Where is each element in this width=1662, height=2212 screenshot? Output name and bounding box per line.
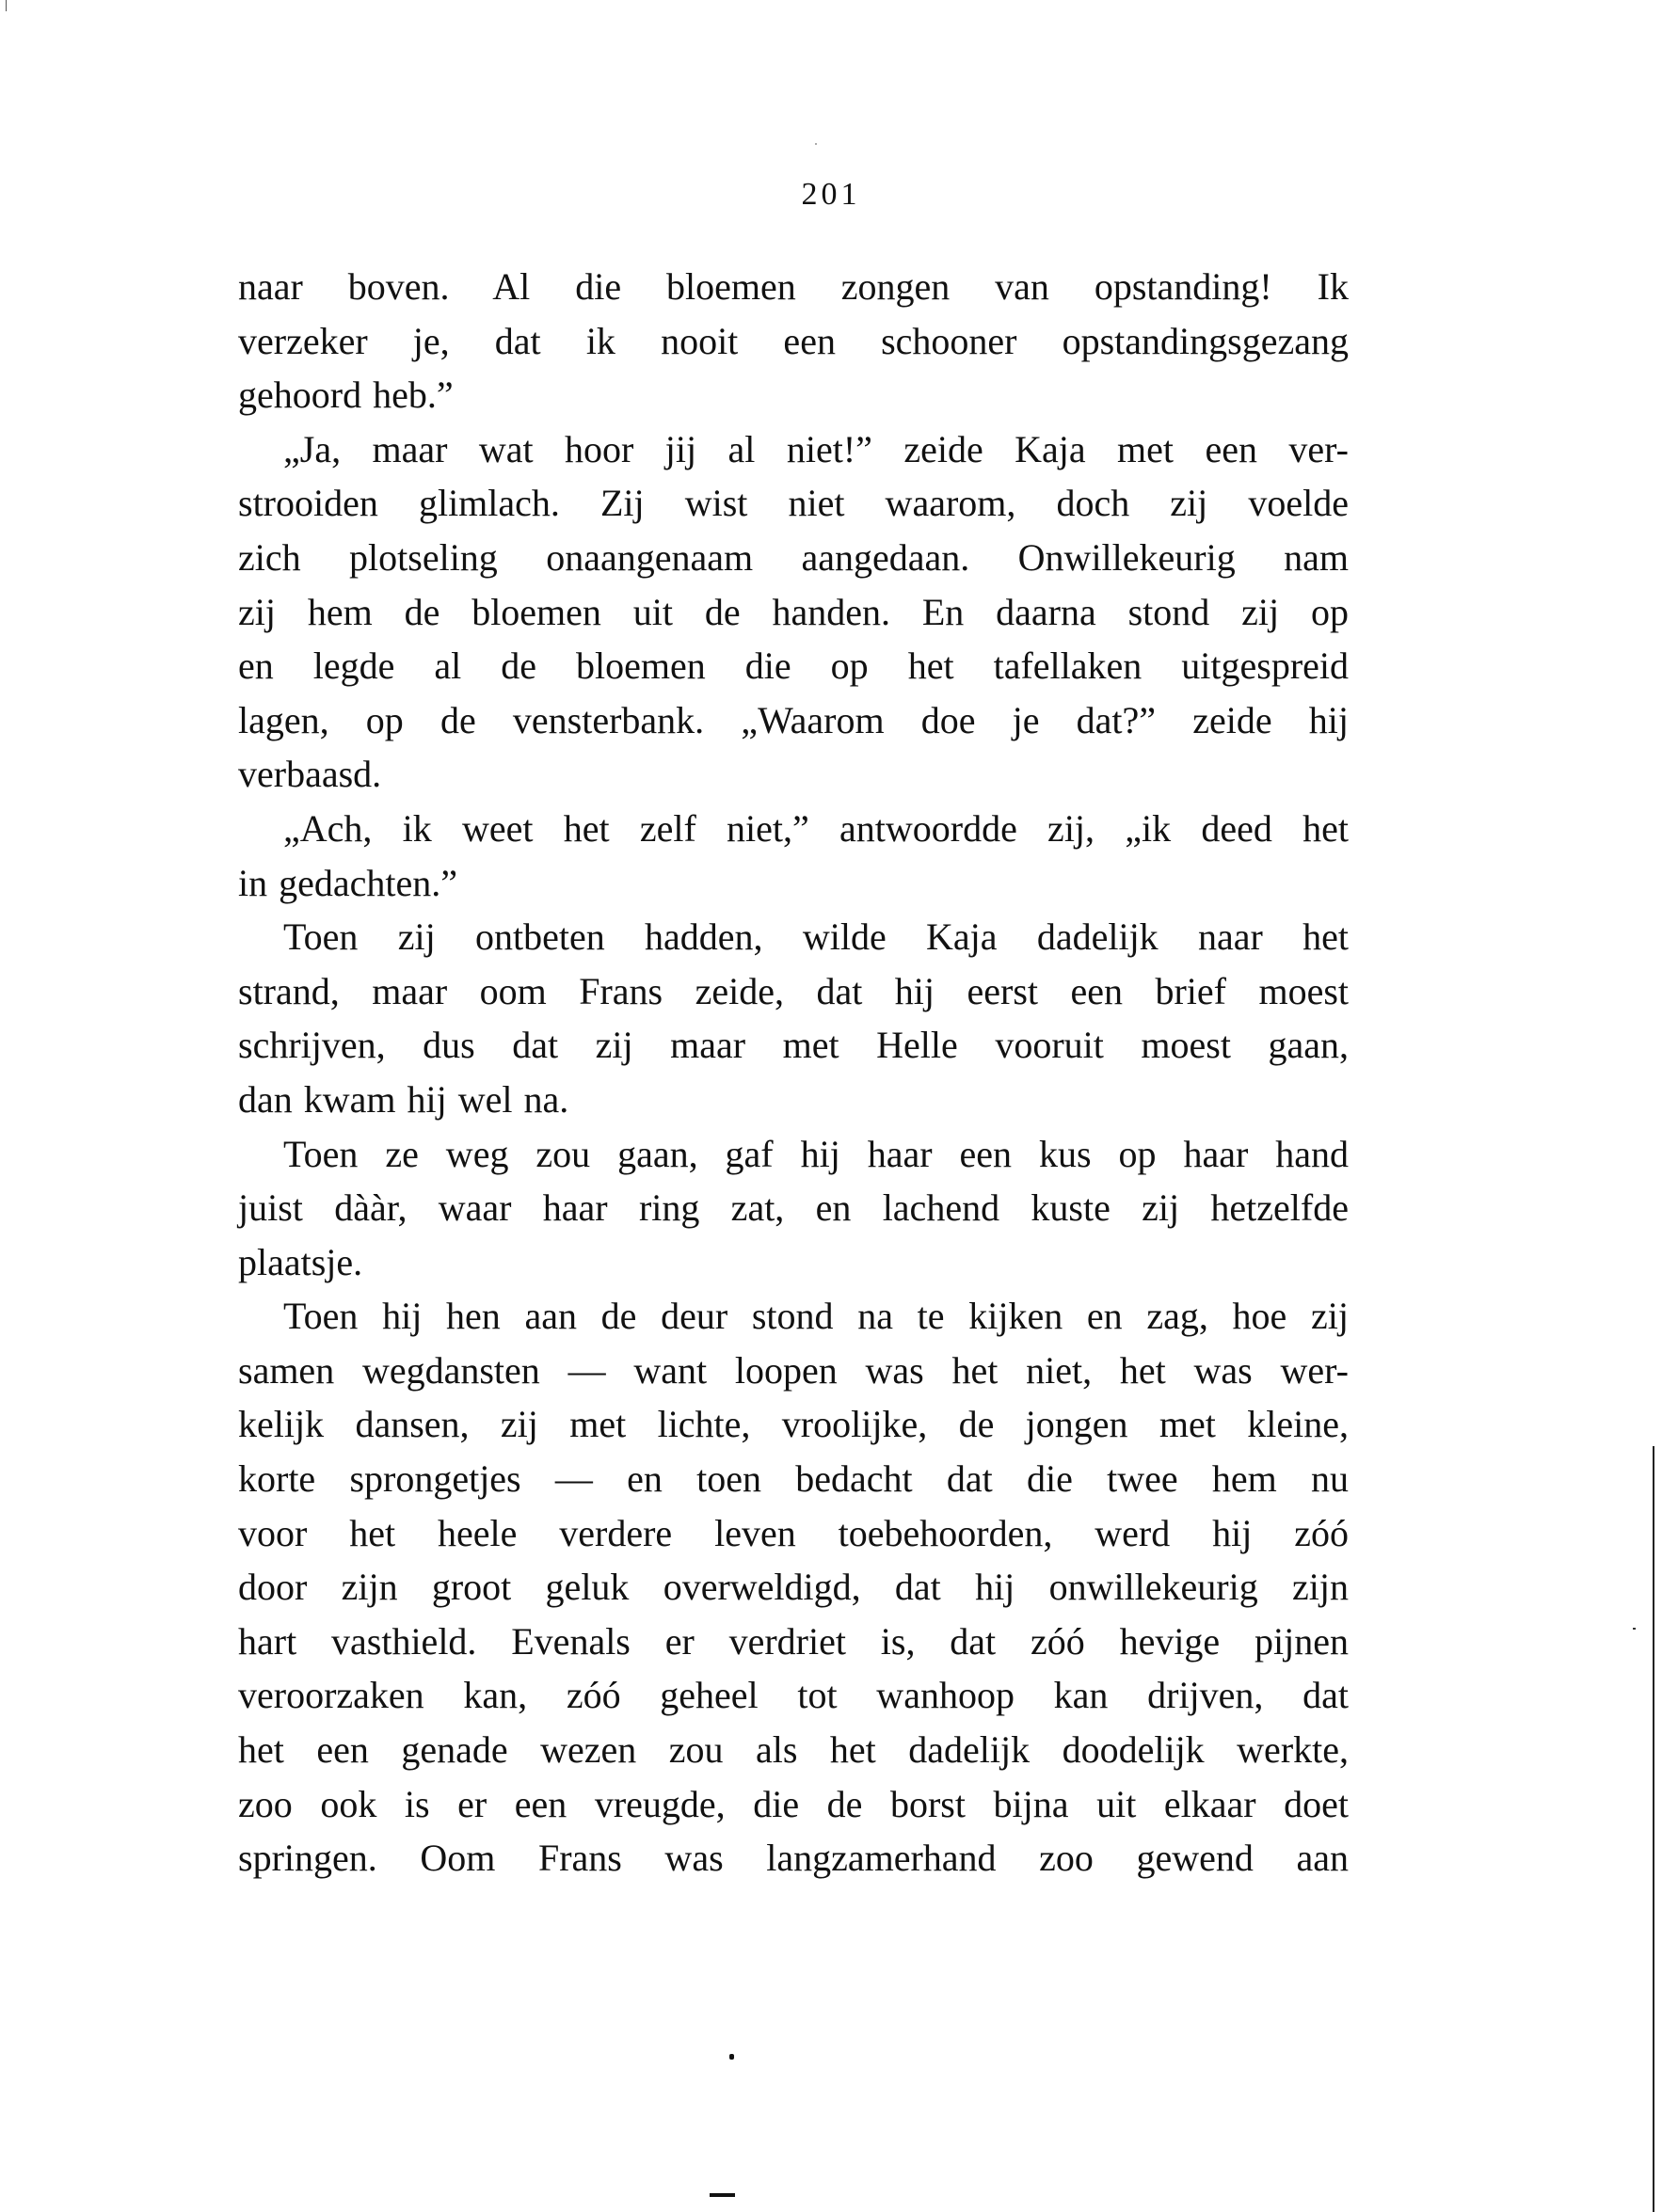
text-line: dan kwam hij wel na. bbox=[238, 1077, 569, 1121]
text-line: Toen zij ontbeten hadden, wilde Kaja dadelijk naar het bbox=[283, 915, 1349, 959]
text-line: springen. Oom Frans was langzamerhand zoo gewend aan bbox=[238, 1837, 1349, 1880]
scan-artifact-dot bbox=[729, 2054, 734, 2060]
text-line: lagen, op de vensterbank. „Waarom doe je dat?” zeide hij bbox=[238, 698, 1349, 741]
text-line: door zijn groot geluk overweldigd, dat hij onwillekeurig zijn bbox=[238, 1566, 1349, 1609]
text-line: Toen hij hen aan de deur stond na te kijken en zag, hoe zij bbox=[283, 1295, 1349, 1338]
text-line: „Ach, ik weet het zelf niet,” antwoordde zij, „ik deed het bbox=[283, 806, 1349, 850]
text-line: verzeker je, dat ik nooit een schooner opstandingsgezang bbox=[238, 319, 1349, 362]
scan-artifact-tick bbox=[1633, 1628, 1636, 1630]
text-line: gehoord heb.” bbox=[238, 374, 454, 417]
text-line: in gedachten.” bbox=[238, 861, 457, 904]
text-line: strand, maar oom Frans zeide, dat hij eerst een brief moest bbox=[238, 969, 1349, 1012]
text-line: samen wegdansten — want loopen was het niet, het was wer- bbox=[238, 1348, 1349, 1392]
text-line: schrijven, dus dat zij maar met Helle vooruit moest gaan, bbox=[238, 1024, 1349, 1067]
scan-artifact-mark bbox=[6, 0, 7, 11]
text-line: zoo ook is er een vreugde, die de borst bijna uit elkaar doet bbox=[238, 1782, 1349, 1825]
text-line: juist dààr, waar haar ring zat, en lachend kuste zij hetzelfde bbox=[238, 1186, 1349, 1230]
body-text bbox=[238, 260, 1349, 1886]
text-line: zich plotseling onaangenaam aangedaan. Onwillekeurig nam bbox=[238, 535, 1349, 579]
text-line: naar boven. Al die bloemen zongen van opstanding! Ik bbox=[238, 265, 1349, 308]
page-edge-line bbox=[1653, 1446, 1654, 2212]
text-line: het een genade wezen zou als het dadelijk doodelijk werkte, bbox=[238, 1728, 1349, 1772]
scan-artifact-dot bbox=[815, 143, 817, 145]
scan-artifact-dash bbox=[710, 2193, 735, 2197]
page-number: 201 bbox=[801, 177, 861, 212]
text-line: veroorzaken kan, zóó geheel tot wanhoop kan drijven, dat bbox=[238, 1674, 1349, 1717]
text-line: kelijk dansen, zij met lichte, vroolijke, de jongen met kleine, bbox=[238, 1403, 1349, 1446]
text-line: hart vasthield. Evenals er verdriet is, dat zóó hevige pijnen bbox=[238, 1619, 1349, 1663]
text-line: „Ja, maar wat hoor jij al niet!” zeide Kaja met een ver- bbox=[283, 427, 1349, 470]
text-line: strooiden glimlach. Zij wist niet waarom, doch zij voelde bbox=[238, 482, 1349, 525]
text-line: Toen ze weg zou gaan, gaf hij haar een kus op haar hand bbox=[283, 1132, 1349, 1175]
text-line: verbaasd. bbox=[238, 753, 382, 796]
text-line: plaatsje. bbox=[238, 1240, 363, 1283]
text-line: zij hem de bloemen uit de handen. En daarna stond zij op bbox=[238, 590, 1349, 633]
text-line: en legde al de bloemen die op het tafellaken uitgespreid bbox=[238, 645, 1349, 688]
text-line: voor het heele verdere leven toebehoorden, werd hij zóó bbox=[238, 1511, 1349, 1554]
text-line: korte sprongetjes — en toen bedacht dat die twee hem nu bbox=[238, 1457, 1349, 1501]
